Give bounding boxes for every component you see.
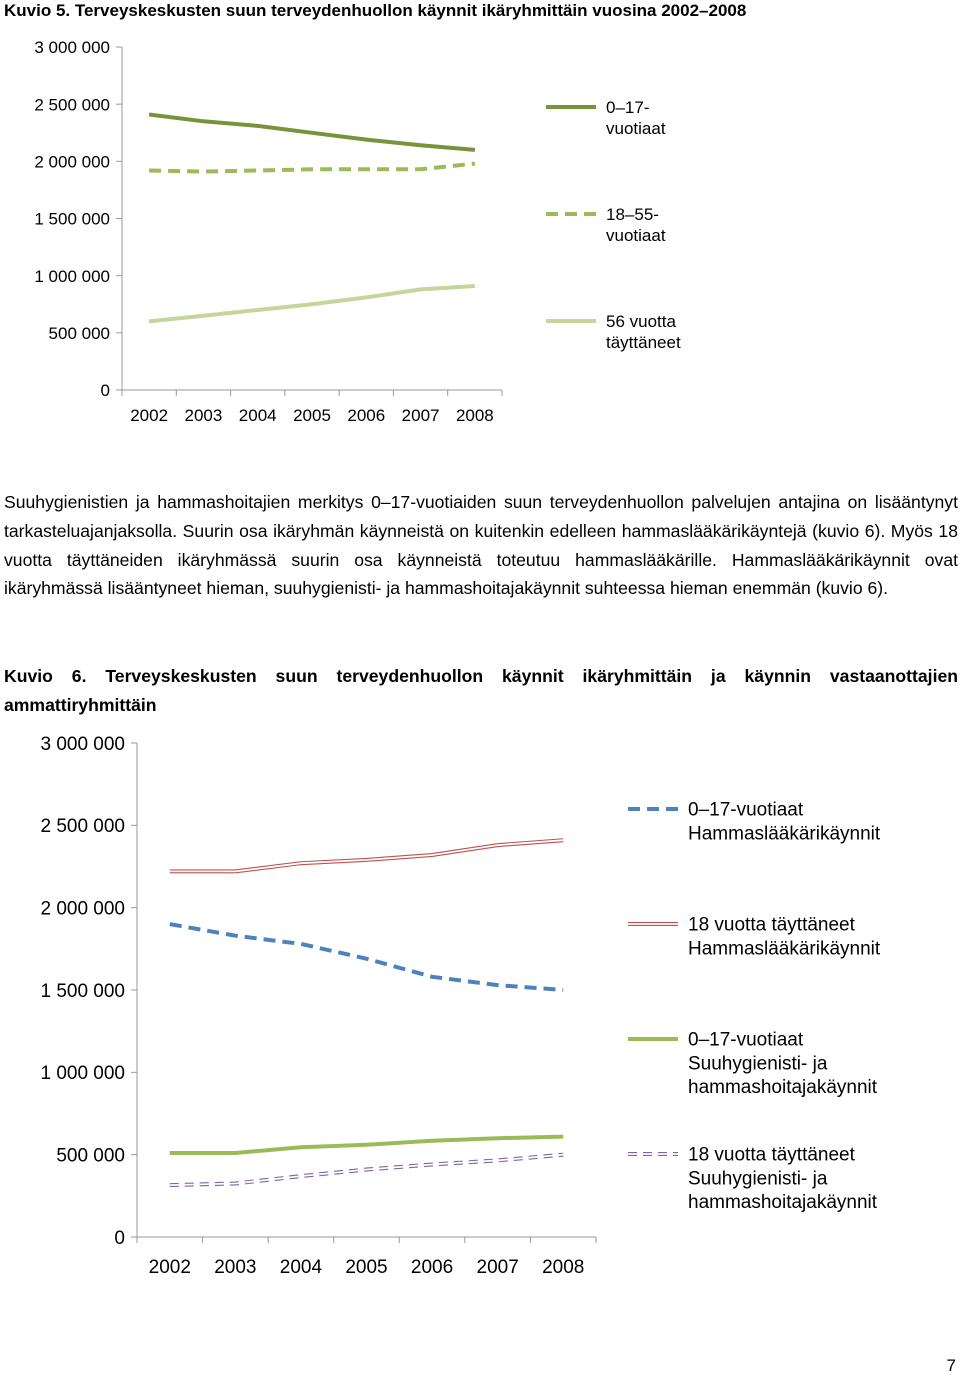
y-tick-label: 500 000 bbox=[48, 323, 110, 343]
y-tick-label: 3 000 000 bbox=[40, 733, 125, 755]
figure-5-caption: Kuvio 5. Terveyskeskusten suun terveydenhuollon käynnit ikäryhmittäin vuosina 2002–2008 bbox=[4, 1, 747, 20]
x-tick-label: 2006 bbox=[347, 406, 386, 425]
series-line-18-55-vuotiaat bbox=[149, 164, 475, 172]
x-tick-label: 2002 bbox=[130, 406, 169, 425]
x-tick-label: 2004 bbox=[279, 1257, 323, 1278]
y-tick-label: 2 500 000 bbox=[40, 816, 125, 838]
legend-label: 18 vuotta täyttäneet Suuhygienisti- ja hammashoitajakäynnit bbox=[688, 1144, 878, 1214]
y-tick-label: 1 500 000 bbox=[34, 209, 110, 229]
series-line-18-vuotta-tayttaneet-hammaslaakarikaynnit-inner bbox=[170, 840, 563, 871]
series-line-0-17-vuotiaat bbox=[149, 115, 475, 150]
series-line-56-vuotta-tayttaneet bbox=[149, 286, 475, 321]
chart-1 bbox=[0, 30, 960, 440]
x-tick-label: 2004 bbox=[238, 406, 277, 425]
y-tick-label: 500 000 bbox=[56, 1145, 125, 1167]
y-tick-label: 1 000 000 bbox=[40, 1063, 125, 1085]
legend-label: 0–17-vuotiaat Suuhygienisti- ja hammashoitajakäynnit bbox=[688, 1029, 878, 1099]
legend-label: 0–17-vuotiaat bbox=[606, 97, 666, 139]
legend-label: 18 vuotta täyttäneet Hammaslääkärikäynnit bbox=[688, 914, 881, 960]
y-tick-label: 1 000 000 bbox=[34, 266, 110, 286]
series-line-18-vuotta-tayttaneet-suuhygienisti-ja-hammashoitajakaynnit-inner bbox=[170, 1155, 563, 1185]
x-tick-label: 2003 bbox=[184, 406, 223, 425]
series-line-0-17-vuotiaat-hammaslaakarikaynnit bbox=[170, 924, 563, 990]
x-tick-label: 2005 bbox=[293, 406, 331, 425]
y-tick-label: 0 bbox=[100, 381, 110, 401]
series-line-0-17-vuotiaat-suuhygienisti-ja-hammashoitajakaynnit bbox=[170, 1137, 563, 1153]
x-tick-label: 2002 bbox=[148, 1257, 191, 1278]
x-tick-label: 2005 bbox=[345, 1257, 388, 1278]
x-tick-label: 2006 bbox=[410, 1257, 454, 1278]
x-tick-label: 2003 bbox=[214, 1257, 257, 1278]
x-tick-label: 2007 bbox=[401, 406, 440, 425]
figure-6-caption: Kuvio 6. Terveyskeskusten suun terveydenhuollon käynnit ikäryhmittäin ja käynnin vastaanottajien ammattiryhmittäin bbox=[4, 666, 958, 715]
x-tick-label: 2008 bbox=[455, 406, 494, 425]
page-number: 7 bbox=[946, 1356, 956, 1375]
y-tick-label: 2 000 000 bbox=[40, 898, 125, 920]
body-paragraph: Suuhygienistien ja hammashoitajien merkitys 0–17-vuotiaiden suun terveydenhuollon palvelujen antajina on lisääntynyt tarkasteluajanjaksolla. Suurin osa ikäryhmän käynneistä on kuitenkin edelleen hammaslääkärikäyntejä (kuvio 6). Myös 18 vuotta täyttäneiden ikäryhmässä suurin osa käynneistä toteutuu hammaslääkärille. Hammaslääkärikäynnit ovat ikäryhmässä lisääntyneet hieman, suuhygienisti- ja hammashoitajakäynnit suhteessa hieman enemmän (kuvio 6). bbox=[4, 492, 958, 599]
x-tick-label: 2008 bbox=[542, 1257, 585, 1278]
legend-label: 0–17-vuotiaat Hammaslääkärikäynnit bbox=[688, 799, 881, 845]
y-tick-label: 2 500 000 bbox=[34, 95, 110, 115]
y-tick-label: 2 000 000 bbox=[34, 152, 110, 172]
y-tick-label: 3 000 000 bbox=[34, 38, 110, 58]
y-tick-label: 1 500 000 bbox=[40, 980, 125, 1002]
chart-2 bbox=[0, 725, 960, 1300]
legend-label: 56 vuotta täyttäneet bbox=[606, 311, 681, 353]
y-tick-label: 0 bbox=[114, 1227, 125, 1249]
legend-label: 18–55-vuotiaat bbox=[606, 204, 666, 246]
x-tick-label: 2007 bbox=[476, 1257, 519, 1278]
